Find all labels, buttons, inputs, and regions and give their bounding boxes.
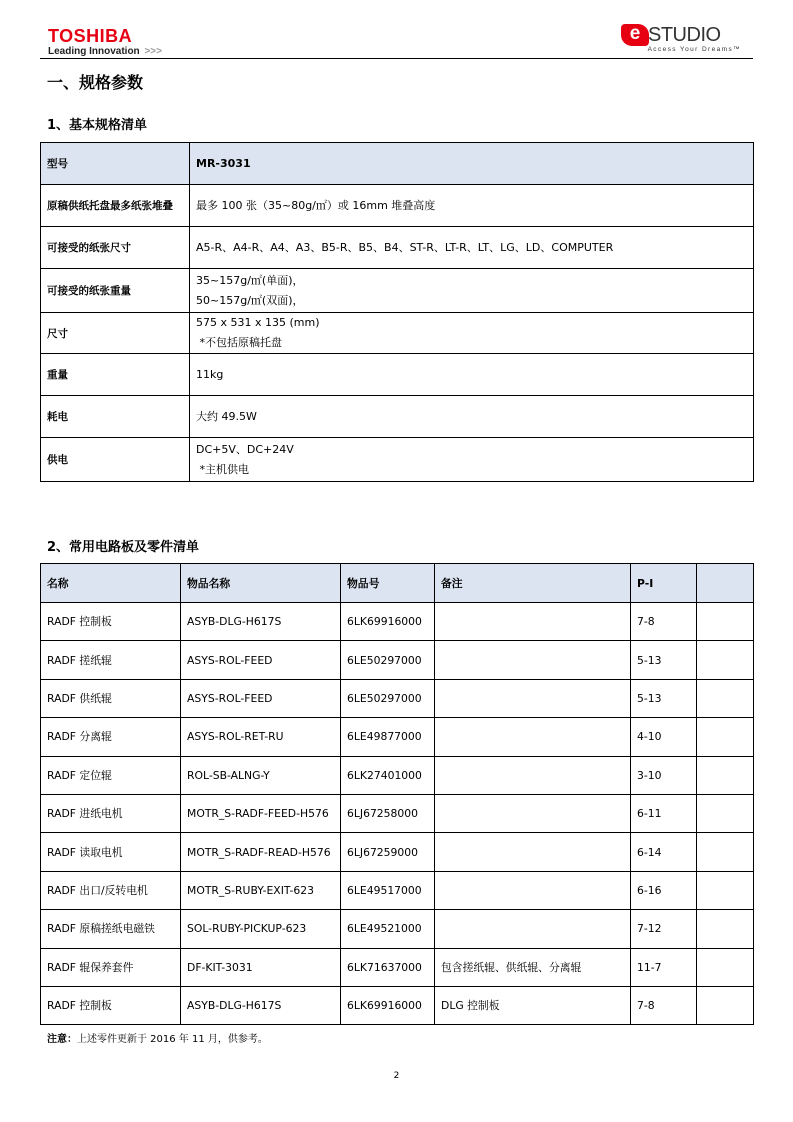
cell-extra [697, 794, 754, 832]
cell-extra [697, 718, 754, 756]
parts-table [40, 563, 754, 1025]
spec-label: 原稿供纸托盘最多纸张堆叠 [41, 185, 190, 227]
spec-row [41, 313, 754, 354]
cell-extra [697, 641, 754, 679]
tagline-arrows: >>> [144, 46, 162, 57]
column-header-remark: 备注 [435, 564, 631, 603]
page-header [40, 22, 753, 58]
footnote [47, 1030, 268, 1045]
footnote-label: 注意： [47, 1034, 77, 1045]
spec-label: 可接受的纸张重量 [41, 269, 190, 313]
spec-value [190, 438, 754, 482]
spec-label: 重量 [41, 354, 190, 396]
spec-label: 供电 [41, 438, 190, 482]
spec-value [190, 227, 754, 269]
cell-item-name: ASYB-DLG-H617S [181, 603, 341, 641]
spec-value-line: 35~157g/㎡(单面)， [196, 273, 304, 287]
cell-item-number: 6LE49877000 [341, 718, 435, 756]
cell-page-index: 4-10 [631, 718, 697, 756]
cell-item-name: MOTR_S-RADF-READ-H576 [181, 833, 341, 871]
spec-row [41, 438, 754, 482]
spec-label: 尺寸 [41, 313, 190, 354]
spec-label: 可接受的纸张尺寸 [41, 227, 190, 269]
spec-value-line: 50~157g/㎡(双面)， [196, 293, 304, 307]
spec-row [41, 396, 754, 438]
column-header-page-index: P-I [631, 564, 697, 603]
estudio-e-badge: e [621, 24, 649, 46]
spec-row [41, 354, 754, 396]
cell-page-index: 7-8 [631, 603, 697, 641]
cell-item-number: 6LK71637000 [341, 948, 435, 986]
cell-item-name: DF-KIT-3031 [181, 948, 341, 986]
column-header-extra [697, 564, 754, 603]
cell-item-number: 6LK27401000 [341, 756, 435, 794]
footnote-text: 上述零件更新于 2016 年 11 月，供参考。 [77, 1034, 268, 1045]
estudio-tagline: Access Your Dreams™ [647, 46, 741, 53]
cell-remark [435, 756, 631, 794]
table-row [41, 910, 754, 948]
cell-extra [697, 986, 754, 1024]
cell-remark [435, 871, 631, 909]
table-row [41, 833, 754, 871]
cell-part-name: RADF 控制板 [41, 603, 181, 641]
cell-part-name: RADF 进纸电机 [41, 794, 181, 832]
spec-row [41, 269, 754, 313]
page-number: 2 [393, 1071, 400, 1081]
cell-part-name: RADF 控制板 [41, 986, 181, 1024]
spec-row [41, 143, 754, 185]
cell-item-number: 6LK69916000 [341, 603, 435, 641]
cell-remark [435, 718, 631, 756]
parts-heading: 2、常用电路板及零件清单 [47, 540, 200, 555]
column-header-item-name: 物品名称 [181, 564, 341, 603]
header-divider [40, 58, 753, 59]
cell-remark: DLG 控制板 [435, 986, 631, 1024]
spec-value-line: *不包括原稿托盘 [196, 336, 282, 349]
spec-value [190, 143, 754, 185]
cell-item-number: 6LK69916000 [341, 986, 435, 1024]
cell-page-index: 7-12 [631, 910, 697, 948]
cell-item-name: ASYS-ROL-FEED [181, 679, 341, 717]
cell-item-name: ASYB-DLG-H617S [181, 986, 341, 1024]
table-row [41, 641, 754, 679]
cell-item-name: ROL-SB-ALNG-Y [181, 756, 341, 794]
cell-remark [435, 833, 631, 871]
spec-value-line: *主机供电 [196, 462, 249, 476]
cell-item-name: MOTR_S-RUBY-EXIT-623 [181, 871, 341, 909]
spec-row [41, 185, 754, 227]
cell-part-name: RADF 分离辊 [41, 718, 181, 756]
cell-part-name: RADF 出口/反转电机 [41, 871, 181, 909]
table-row [41, 756, 754, 794]
spec-value-line: 11kg [196, 367, 224, 381]
spec-value [190, 396, 754, 438]
cell-item-number: 6LJ67258000 [341, 794, 435, 832]
cell-extra [697, 833, 754, 871]
cell-remark [435, 910, 631, 948]
estudio-wordmark: STUDIO [648, 24, 721, 46]
table-row [41, 718, 754, 756]
cell-remark [435, 641, 631, 679]
cell-extra [697, 603, 754, 641]
tagline-text: Leading Innovation [48, 46, 140, 57]
spec-label: 型号 [41, 143, 190, 185]
cell-extra [697, 679, 754, 717]
spec-value-line: A5-R、A4-R、A4、A3、B5-R、B5、B4、ST-R、LT-R、LT、LG、LD、COMPUTER [196, 240, 614, 254]
brand-tagline [48, 46, 162, 57]
cell-part-name: RADF 原稿搓纸电磁铁 [41, 910, 181, 948]
cell-page-index: 5-13 [631, 679, 697, 717]
cell-item-number: 6LE49521000 [341, 910, 435, 948]
spec-value-line: 大约 49.5W [196, 409, 257, 423]
table-row [41, 603, 754, 641]
cell-part-name: RADF 读取电机 [41, 833, 181, 871]
cell-extra [697, 910, 754, 948]
spec-value [190, 185, 754, 227]
cell-page-index: 5-13 [631, 641, 697, 679]
estudio-logo [621, 23, 741, 53]
cell-remark [435, 603, 631, 641]
spec-value-line: 最多 100 张（35~80g/㎡）或 16mm 堆叠高度 [196, 198, 436, 212]
cell-remark: 包含搓纸辊、供纸辊、分离辊 [435, 948, 631, 986]
column-header-part-name: 名称 [41, 564, 181, 603]
cell-page-index: 3-10 [631, 756, 697, 794]
spec-value-line: MR-3031 [196, 156, 251, 170]
cell-part-name: RADF 搓纸辊 [41, 641, 181, 679]
spec-table [40, 142, 754, 482]
cell-item-number: 6LJ67259000 [341, 833, 435, 871]
spec-value [190, 269, 754, 313]
cell-page-index: 6-11 [631, 794, 697, 832]
cell-page-index: 6-16 [631, 871, 697, 909]
cell-extra [697, 756, 754, 794]
cell-extra [697, 948, 754, 986]
table-row [41, 986, 754, 1024]
table-row [41, 794, 754, 832]
cell-item-number: 6LE49517000 [341, 871, 435, 909]
spec-row [41, 227, 754, 269]
cell-part-name: RADF 定位辊 [41, 756, 181, 794]
cell-page-index: 11-7 [631, 948, 697, 986]
spec-value [190, 354, 754, 396]
toshiba-logo: TOSHIBA [48, 26, 133, 46]
table-row [41, 871, 754, 909]
cell-item-name: ASYS-ROL-RET-RU [181, 718, 341, 756]
spec-value-line: 575 x 531 x 135 (mm) [196, 316, 320, 329]
table-row [41, 948, 754, 986]
column-header-item-number: 物品号 [341, 564, 435, 603]
cell-remark [435, 679, 631, 717]
cell-item-number: 6LE50297000 [341, 679, 435, 717]
section-title: 一、规格参数 [47, 73, 144, 92]
cell-page-index: 7-8 [631, 986, 697, 1024]
spec-value-line: DC+5V、DC+24V [196, 442, 294, 456]
cell-part-name: RADF 供纸辊 [41, 679, 181, 717]
spec-heading: 1、基本规格清单 [47, 118, 148, 133]
cell-item-name: ASYS-ROL-FEED [181, 641, 341, 679]
cell-item-name: SOL-RUBY-PICKUP-623 [181, 910, 341, 948]
cell-extra [697, 871, 754, 909]
cell-item-name: MOTR_S-RADF-FEED-H576 [181, 794, 341, 832]
cell-page-index: 6-14 [631, 833, 697, 871]
cell-item-number: 6LE50297000 [341, 641, 435, 679]
spec-value [190, 313, 754, 354]
table-row [41, 679, 754, 717]
parts-header-row [41, 564, 754, 603]
cell-part-name: RADF 辊保养套件 [41, 948, 181, 986]
spec-label: 耗电 [41, 396, 190, 438]
cell-remark [435, 794, 631, 832]
